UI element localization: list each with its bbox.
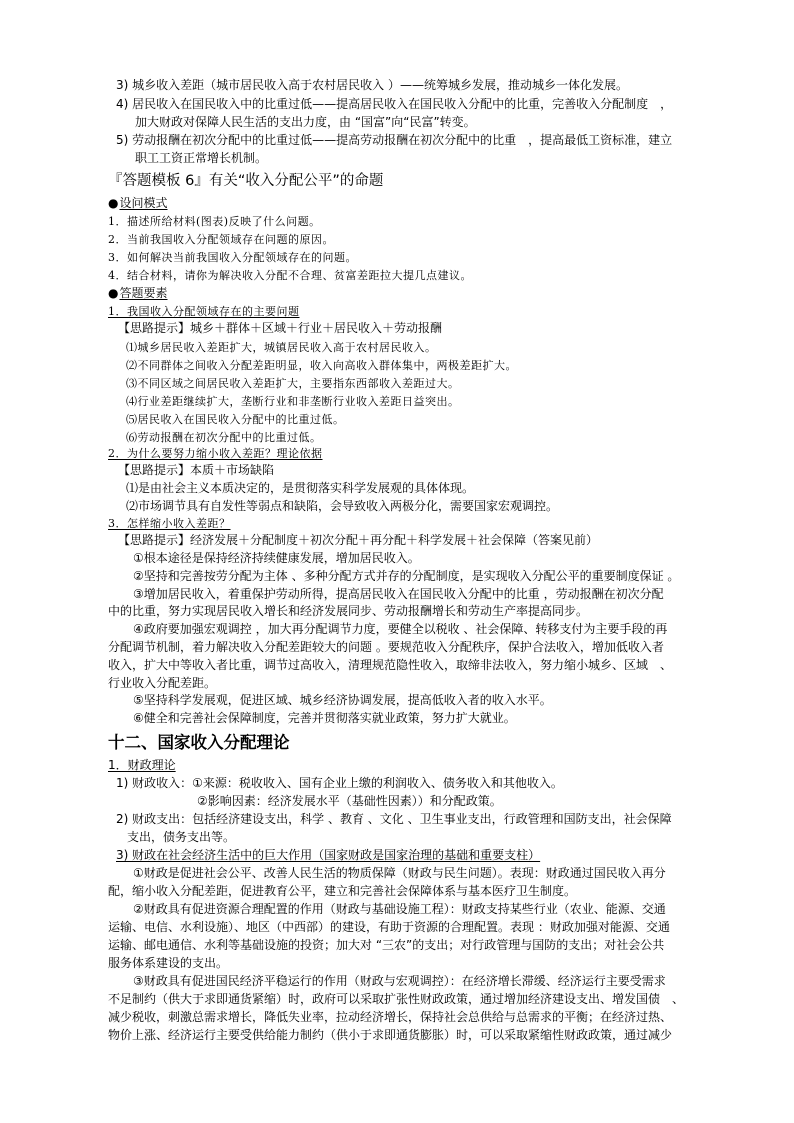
section-3-line: ③增加居民收入，着重保护劳动所得，提高居民收入在国民收入分配中的比重 ，劳动报酬在初次分配: [133, 587, 664, 601]
fiscal-role-3: ③财政具有促进国民经济平稳运行的作用（财政与宏观调控）：在经济增长滞缓、经济运行主要受需求: [133, 974, 666, 988]
answer-elements-label: 答题要素: [119, 286, 168, 300]
template-title: 『答题模板 6』有关“收入分配公平”的命题: [108, 173, 384, 189]
section-1-item: ⑷行业差距继续扩大，垄断行业和非垄断行业收入差距日益突出。: [126, 395, 460, 408]
question-pattern-heading: [108, 196, 168, 211]
section-3-line: 分配调节机制，着力解决收入分配差距较大的问题 。要规范收入分配秩序，保护合法收入，增加低收入者: [108, 640, 664, 654]
section-3-line: ⑤坚持科学发展观，促进区域、城乡经济协调发展，提高低收入者的收入水平。: [133, 693, 552, 707]
fiscal-expenditure: 2) 财政支出：包括经济建设支出，科学 、教育 、文化 、卫生事业支出，行政管理和国防支出，社会保障: [116, 812, 672, 826]
section-2-item: ⑵市场调节具有自发性等弱点和缺陷，会导致收入两极分化，需要国家宏观调控。: [126, 499, 559, 513]
question-1: 1．描述所给材料(图表)反映了什么问题。: [108, 215, 321, 228]
section-1-item: ⑸居民收入在国民收入分配中的比重过低。: [126, 413, 345, 426]
list-item-5: 5) 劳动报酬在初次分配中的比重过低——提高劳动报酬在初次分配中的比重 ，提高最低工资标准，建立: [116, 133, 673, 147]
section-1-item: ⑹劳动报酬在初次分配中的比重过低。: [126, 431, 322, 444]
section-3-title: 3．怎样缩小收入差距？: [108, 517, 231, 530]
fiscal-revenue: 1) 财政收入：①来源：税收收入、国有企业上缴的利润收入、债务收入和其他收入。: [116, 776, 563, 790]
section-3-line: ①根本途径是保持经济持续健康发展，增加居民收入。: [133, 551, 420, 565]
list-item-3: 3) 城乡收入差距（城市居民收入高于农村居民收入 ）——统筹城乡发展，推动城乡一体化发展。: [116, 78, 628, 92]
fiscal-role-3-cont: 物价上涨、经济运行主要受供给能力制约（供小于求即通货膨胀）时，可以采取紧缩性财政政策，通过减少: [108, 1028, 673, 1042]
section-3-line: ④政府要加强宏观调控 ，加大再分配调节力度，要健全以税收 、社会保障、转移支付为主要手段的再: [133, 622, 668, 636]
fiscal-role-3-cont: 减少税收，刺激总需求增长，降低失业率，拉动经济增长，保持社会总供给与总需求的平衡；在经济过热、: [108, 1010, 673, 1024]
fiscal-expenditure-cont: 支出，债务支出等。: [127, 830, 236, 844]
section-1-item: ⑶不同区域之间居民收入差距扩大，主要指东西部收入差距过大。: [126, 377, 460, 390]
section-12-title: 十二、国家收入分配理论: [108, 733, 290, 752]
section-3-line: 中的比重，努力实现居民收入增长和经济发展同步、劳动报酬增长和劳动生产率提高同步。: [108, 604, 589, 618]
fiscal-role-1: ①财政是促进社会公平、改善人民生活的物质保障（财政与民生问题）。表现：财政通过国民收入再分: [133, 866, 666, 880]
section-1-hint: 【思路提示】城乡＋群体＋区域＋行业＋居民收入＋劳动报酬: [118, 321, 443, 335]
list-item-4-cont: 加大财政对保障人民生活的支出力度，由 “国富”向“民富”转变。: [135, 115, 476, 129]
fiscal-theory-heading: 1．财政理论: [108, 758, 176, 772]
fiscal-role-heading-text: 3) 财政在社会经济生活中的巨大作用（国家财政是国家治理的基础和重要支柱）: [116, 848, 541, 862]
section-1-item: ⑵不同群体之间收入分配差距明显，收入向高收入群体集中，两极差距扩大。: [126, 359, 517, 372]
section-3-line: ②坚持和完善按劳分配为主体 、多种分配方式并存的分配制度，是实现收入分配公平的重要制度保证 。: [133, 569, 680, 583]
section-1-title: 1．我国收入分配领域存在的主要问题: [108, 305, 300, 318]
section-2-title: 2．为什么要努力缩小收入差距？理论依据: [108, 447, 323, 460]
question-4: 4．结合材料，请你为解决收入分配不合理、贫富差距拉大提几点建议。: [108, 269, 472, 282]
section-3-line: 收入，扩大中等收入者比重，调节过高收入，清理规范隐性收入，取缔非法收入，努力缩小城乡、区域 、: [108, 658, 673, 672]
fiscal-role-2-cont: 服务体系建设的支出。: [108, 956, 229, 970]
question-pattern-label: 设问模式: [119, 196, 168, 210]
question-3: 3．如何解决当前我国收入分配领域存在的问题。: [108, 251, 357, 264]
section-1-item: ⑴城乡居民收入差距扩大，城镇居民收入高于农村居民收入。: [126, 341, 437, 354]
section-2-item: ⑴是由社会主义本质决定的，是贯彻落实科学发展观的具体体现。: [126, 481, 475, 495]
list-item-4: 4) 居民收入在国民收入中的比重过低——提高居民收入在国民收入分配中的比重，完善收入分配制度 ，: [116, 97, 673, 111]
fiscal-role-1-cont: 配，缩小收入分配差距，促进教育公平，建立和完善社会保障体系与基本医疗卫生制度。: [108, 884, 577, 898]
fiscal-role-2-cont: 运输、邮电通信、水利等基础设施的投资；加大对 “三农”的支出；对行政管理与国防的支出；对社会公共: [108, 938, 665, 952]
answer-elements-heading: [108, 286, 168, 301]
fiscal-role-2-cont: 运输、电信、水利设施）、地区（中西部）的建设，有助于资源的合理配置。表现 ：财政加强对能源、交通: [108, 920, 670, 934]
section-2-hint: 【思路提示】本质＋市场缺陷: [118, 463, 275, 477]
fiscal-revenue-factors: ②影响因素：经济发展水平（基础性因素））和分配政策。: [197, 794, 502, 808]
section-3-line: 行业收入分配差距。: [108, 676, 217, 690]
section-3-line: ⑥健全和完善社会保障制度，完善并贯彻落实就业政策，努力扩大就业。: [133, 711, 516, 725]
fiscal-role-2: ②财政具有促进资源合理配置的作用（财政与基础设施工程）：财政支持某些行业（农业、能源、交通: [133, 902, 666, 916]
section-3-hint: 【思路提示】经济发展＋分配制度＋初次分配＋再分配＋科学发展＋社会保障（答案见前）: [118, 533, 599, 547]
list-item-5-cont: 职工工资正常增长机制。: [135, 151, 268, 165]
fiscal-role-heading: [116, 848, 540, 863]
question-2: 2．当前我国收入分配领域存在问题的原因。: [108, 233, 334, 246]
fiscal-role-3-cont: 不足制约（供大于求即通货紧缩）时，政府可以采取扩张性财政政策，通过增加经济建设支出、增发国债 、: [108, 992, 685, 1006]
